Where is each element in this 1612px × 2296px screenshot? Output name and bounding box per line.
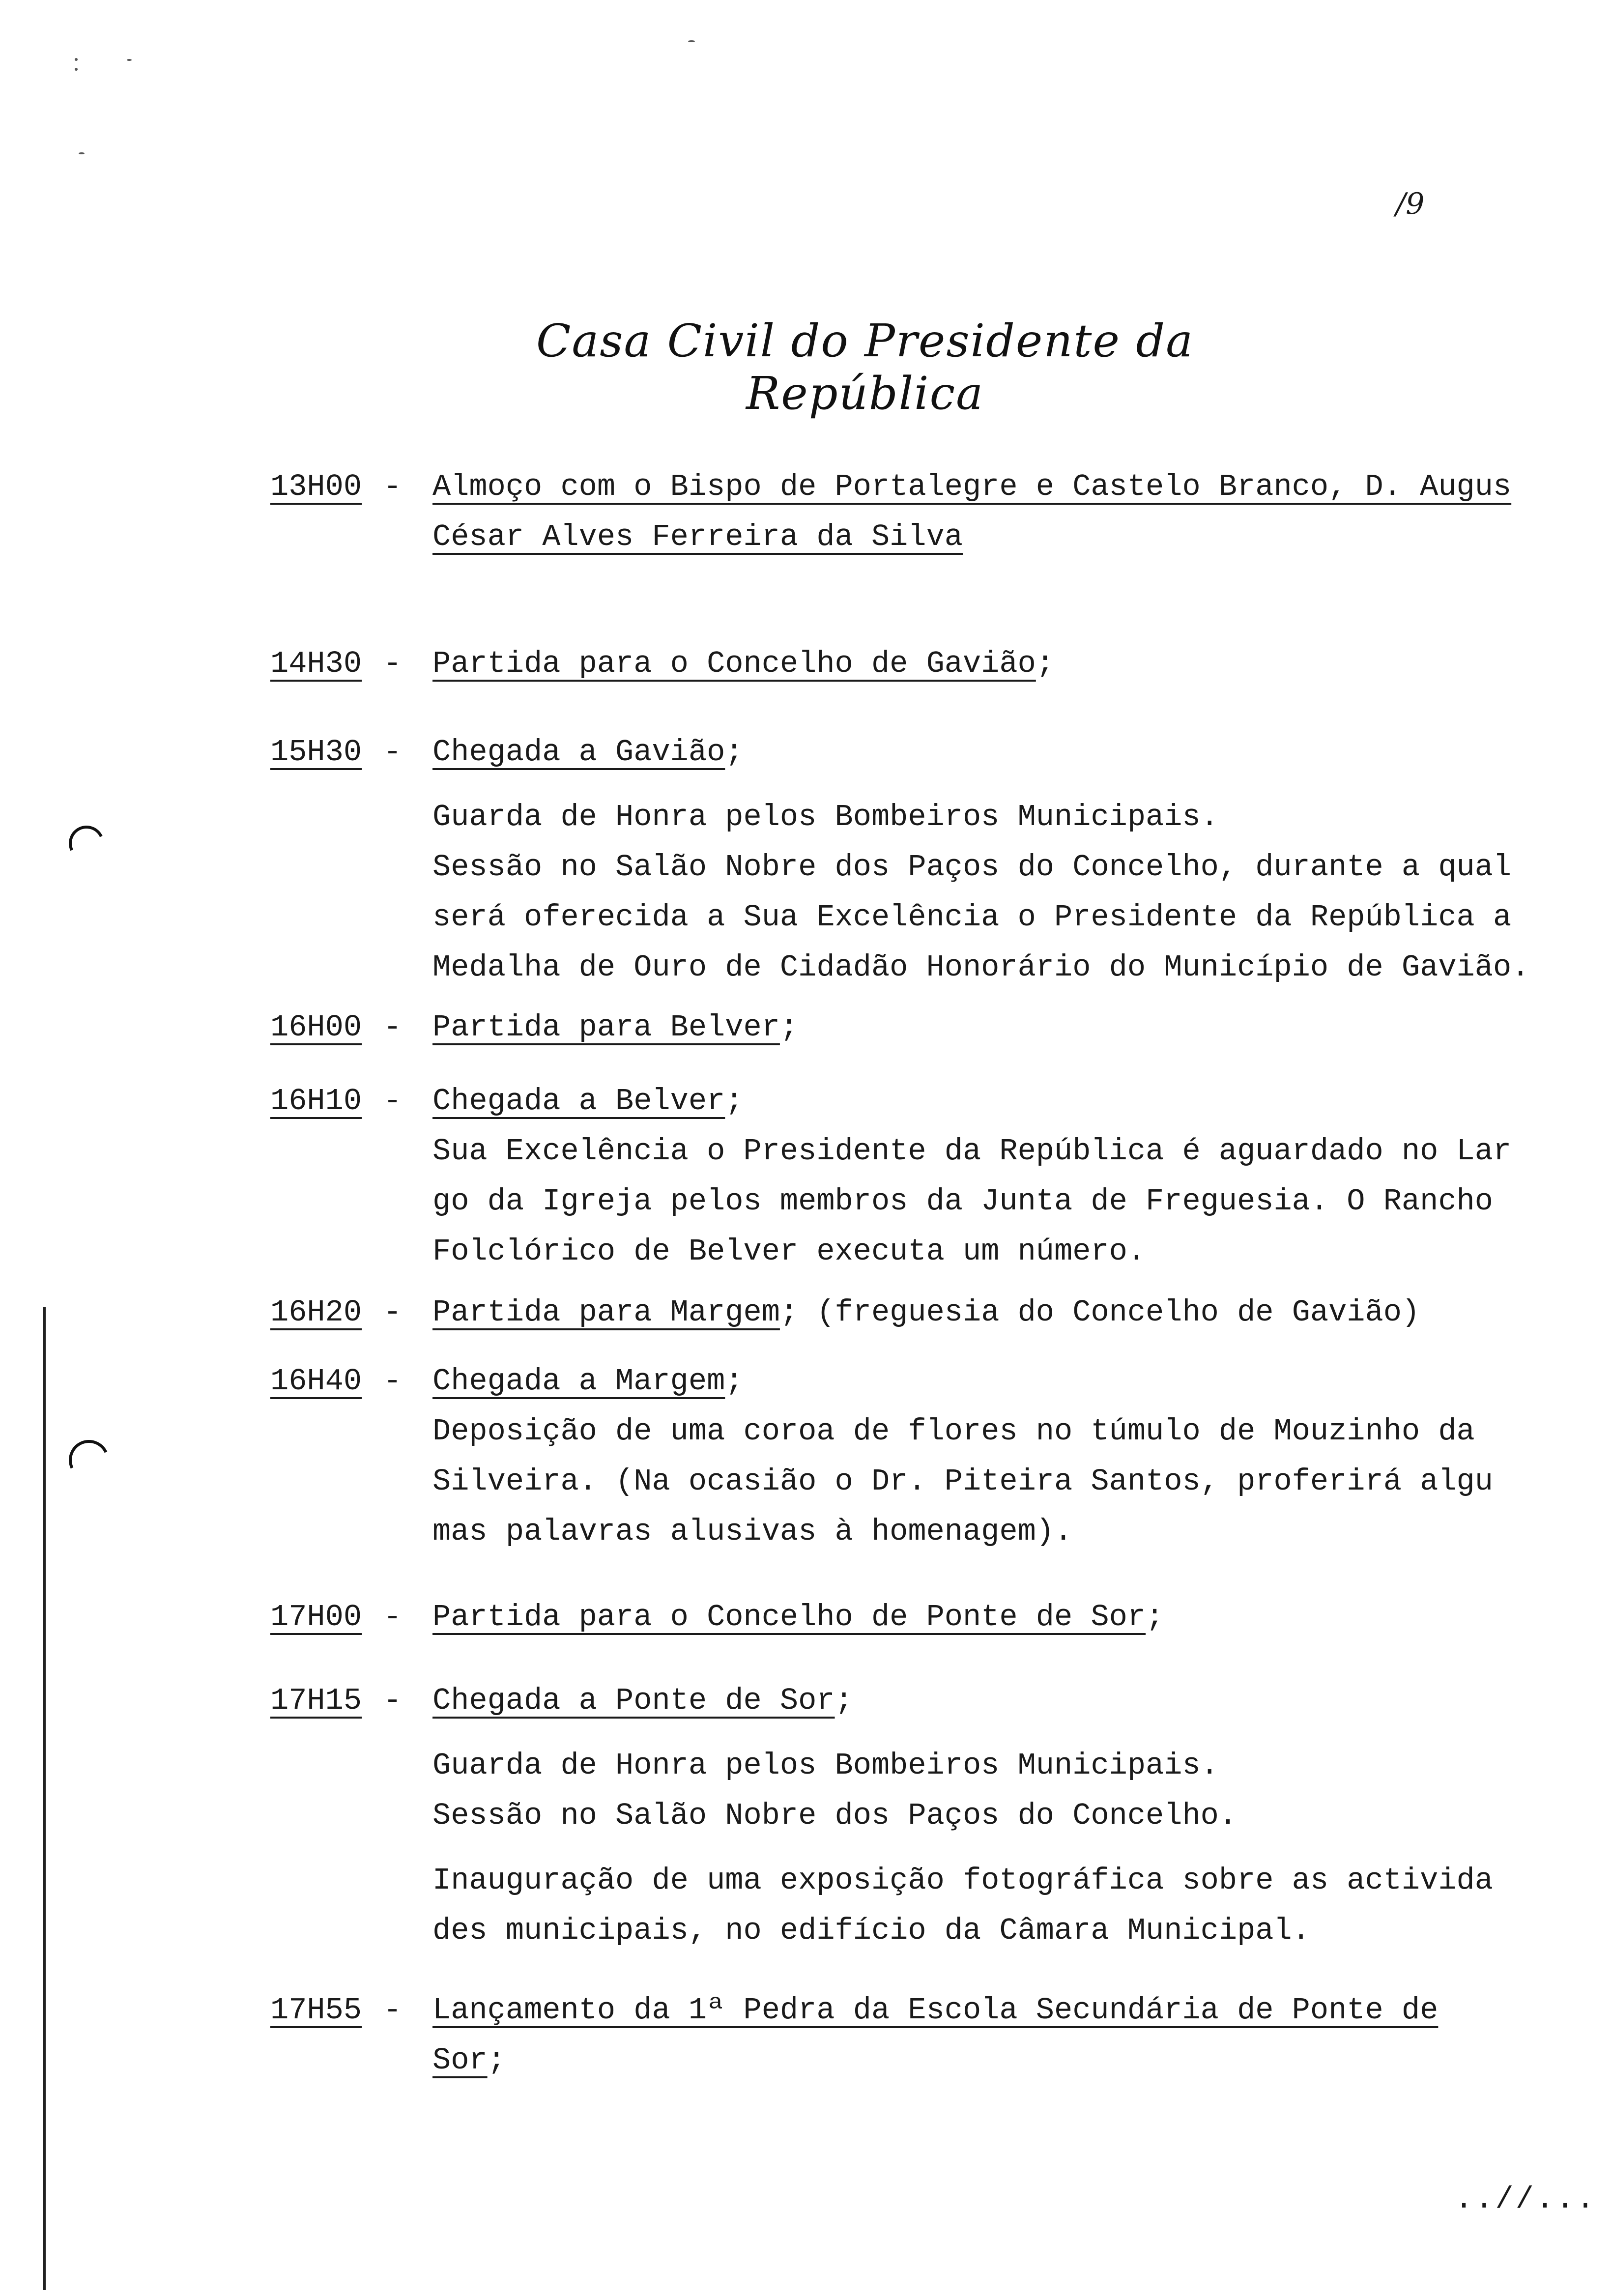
entry-dash: - [383,1084,402,1119]
plain-text: Sessão no Salão Nobre dos Paços do Concelho, durante a qual [432,850,1512,885]
entry-line [432,2036,1607,2086]
plain-text: Guarda de Honra pelos Bombeiros Municipais. [432,800,1219,834]
underlined-text: César Alves Ferreira da Silva [432,519,963,554]
underlined-text: Almoço com o Bispo de Portalegre e Castelo Branco, D. Augus [432,469,1512,504]
entry-line [432,1076,1607,1126]
entry-line [432,639,1607,689]
entry-line [432,1356,1607,1406]
entry-description [432,639,1607,689]
entry-time: 17H55 [270,1993,362,2028]
underlined-text: Sor [432,2043,488,2078]
plain-text: ; [1146,1600,1164,1635]
scan-speck [75,68,78,71]
entry-dash: - [383,1010,402,1045]
letterhead: Casa Civil do Presidente da República [536,315,1194,420]
entry-description [432,1356,1607,1557]
plain-text: ; [725,735,744,770]
entry-description [432,1985,1607,2086]
plain-text: ; [725,1364,744,1399]
entry-description [432,462,1607,562]
underlined-text: Chegada a Belver [432,1084,725,1119]
underlined-text: Lançamento da 1ª Pedra da Escola Secundária de Ponte de [432,1993,1439,2028]
entry-line [432,1288,1607,1338]
entry-line [432,1126,1607,1177]
plain-text: mas palavras alusivas à homenagem). [432,1514,1073,1549]
entry-dash: - [383,646,402,681]
entry-description [432,727,1607,993]
underlined-text: Partida para o Concelho de Gavião [432,646,1036,681]
entry-line [432,1003,1607,1053]
plain-text: ; [487,2043,506,2078]
plain-text: Medalha de Ouro de Cidadão Honorário do Município de Gavião. [432,950,1530,985]
entry-time: 16H40 [270,1364,362,1399]
underlined-text: Partida para o Concelho de Ponte de Sor [432,1600,1146,1635]
underlined-text: Chegada a Ponte de Sor [432,1683,835,1718]
entry-dash: - [383,1295,402,1330]
plain-text: Deposição de uma coroa de flores no túmulo de Mouzinho da [432,1414,1475,1449]
plain-text: ; [835,1683,853,1718]
line-gap [432,777,1607,792]
plain-text: será oferecida a Sua Excelência o Presidente da República a [432,900,1512,935]
entry-line [432,1856,1607,1906]
entry-line [432,1406,1607,1457]
binding-edge [43,1307,46,2290]
entry-line [432,727,1607,777]
entry-time: 16H20 [270,1295,362,1330]
entry-line [432,792,1607,842]
scan-speck [127,59,132,61]
entry-dash: - [383,1993,402,2028]
entry-dash: - [383,1600,402,1635]
entry-line [432,1906,1607,1956]
entry-line [432,842,1607,892]
entry-line [432,1592,1607,1642]
underlined-text: Partida para Belver [432,1010,780,1045]
entry-line [432,1791,1607,1841]
entry-line [432,1227,1607,1277]
entry-line [432,1507,1607,1557]
plain-text: ; [1036,646,1055,681]
entry-dash: - [383,735,402,770]
entry-time: 16H00 [270,1010,362,1045]
entry-dash: - [383,1364,402,1399]
entry-time: 16H10 [270,1084,362,1119]
underlined-text: Chegada a Gavião [432,735,725,770]
entry-line [432,462,1607,512]
scan-speck [75,58,78,61]
plain-text: Folclórico de Belver executa um número. [432,1234,1146,1269]
scan-speck [79,152,85,154]
plain-text: Sua Excelência o Presidente da República é aguardado no Lar [432,1134,1512,1169]
plain-text: ; (freguesia do Concelho de Gavião) [779,1295,1420,1330]
entry-dash: - [383,469,402,504]
plain-text: Guarda de Honra pelos Bombeiros Municipais. [432,1748,1219,1783]
entry-line [432,512,1607,562]
underlined-text: Partida para Margem [432,1295,780,1330]
plain-text: Sessão no Salão Nobre dos Paços do Concelho. [432,1798,1238,1833]
entry-line [432,943,1607,993]
plain-text: ; [725,1084,744,1119]
entry-description [432,1003,1607,1053]
entry-line [432,1457,1607,1507]
punch-hole-mark [64,821,109,866]
entry-description [432,1076,1607,1277]
plain-text: des municipais, no edifício da Câmara Municipal. [432,1913,1310,1948]
entry-line [432,1676,1607,1726]
continuation-mark: ..//... [1455,2182,1597,2217]
plain-text: Silveira. (Na ocasião o Dr. Piteira Santos, proferirá algu [432,1464,1493,1499]
line-gap [432,1726,1607,1741]
line-gap [432,1841,1607,1856]
entry-description [432,1288,1607,1338]
entry-time: 14H30 [270,646,362,681]
plain-text: go da Igreja pelos membros da Junta de Freguesia. O Rancho [432,1184,1493,1219]
entry-line [432,1741,1607,1791]
plain-text: Inauguração de uma exposição fotográfica sobre as activida [432,1863,1493,1898]
scan-speck [688,40,695,42]
entry-line [432,1985,1607,2036]
punch-hole-mark [63,1434,115,1486]
entry-description [432,1592,1607,1642]
entry-time: 13H00 [270,469,362,504]
entry-time: 17H00 [270,1600,362,1635]
entry-dash: - [383,1683,402,1718]
underlined-text: Chegada a Margem [432,1364,725,1399]
plain-text: ; [779,1010,799,1045]
entry-time: 17H15 [270,1683,362,1718]
page-number: /9 [1396,187,1425,221]
entry-description [432,1676,1607,1956]
entry-line [432,892,1607,943]
entry-line [432,1177,1607,1227]
entry-time: 15H30 [270,735,362,770]
